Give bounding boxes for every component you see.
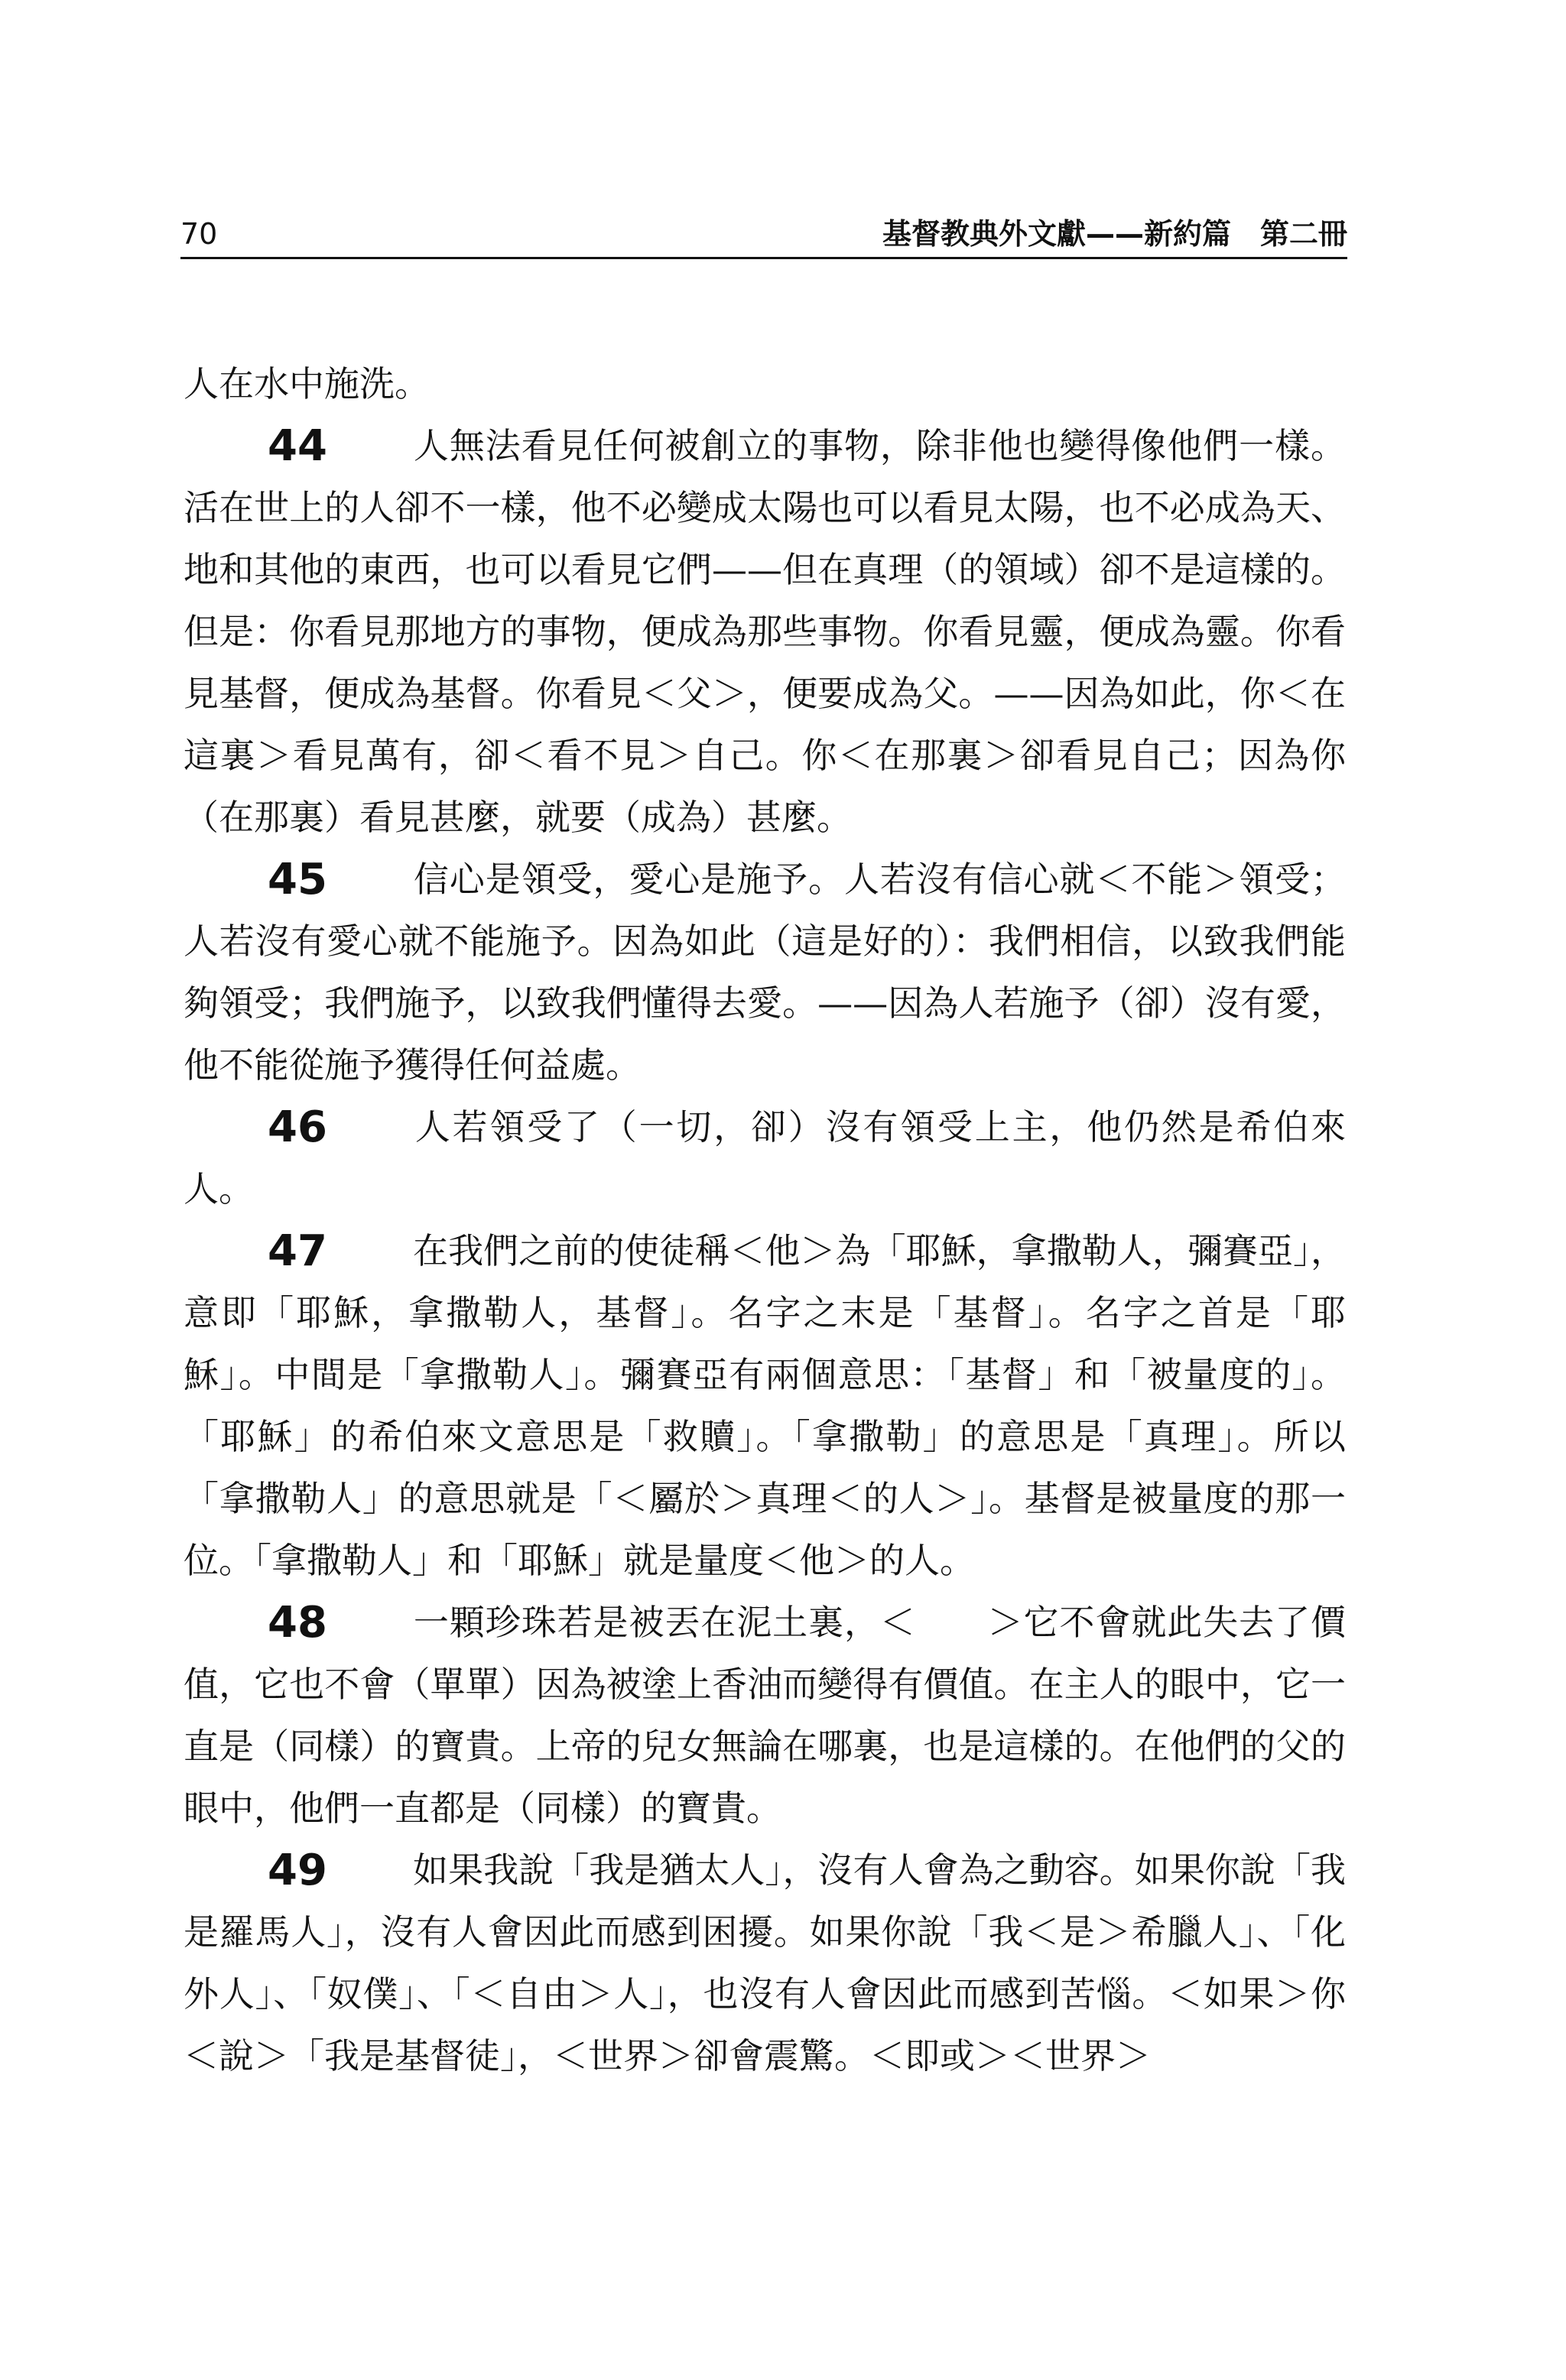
running-title: 基督教典外文獻——新約篇 第二冊 [882,217,1347,251]
section-number: 48 [268,1598,327,1648]
section-48 [184,1592,1346,1839]
header-rule [180,257,1347,259]
page-number: 70 [180,217,218,251]
continued-paragraph: 人在水中施洗。 [184,363,430,404]
section-text: 一顆珍珠若是被丟在泥土裏，＜ ＞它不會就此失去了價值，它也不會（單單）因為被塗上香油而變得有價值。在主人的眼中，它一直是（同樣）的寶貴。上帝的兒女無論在哪裏，也是這樣的。在他們的父的眼中，他們一直都是（同樣）的寶貴。 [184,1602,1346,1829]
section-text: 人無法看見任何被創立的事物，除非他也變得像他們一樣。活在世上的人卻不一樣，他不必變成太陽也可以看見太陽，也不必成為天、地和其他的東西，也可以看見它們——但在真理（的領域）卻不是這樣的。但是：你看見那地方的事物，便成為那些事物。你看見靈，便成為靈。你看見基督，便成為基督。你看見＜父＞，便要成為父。——因為如此，你＜在這裏＞看見萬有，卻＜看不見＞自己。你＜在那裏＞卻看見自己；因為你（在那裏）看見甚麼，就要（成為）甚麼。 [184,425,1346,838]
section-text: 信心是領受，愛心是施予。人若沒有信心就＜不能＞領受；人若沒有愛心就不能施予。因為如此（這是好的）：我們相信，以致我們能夠領受；我們施予，以致我們懂得去愛。——因為人若施予（卻）沒有愛，他不能從施予獲得任何益處。 [184,859,1346,1086]
page-header [180,211,1347,257]
section-number: 47 [268,1226,327,1276]
section-number: 44 [268,421,327,471]
page-body [184,353,1346,2087]
section-number: 49 [268,1846,327,1895]
section-number: 46 [268,1102,327,1152]
section-44 [184,415,1346,849]
section-46 [184,1096,1346,1220]
section-text: 人若領受了（一切，卻）沒有領受上主，他仍然是希伯來人。 [184,1106,1346,1209]
section-49 [184,1839,1346,2087]
section-number: 45 [268,855,327,904]
section-45 [184,849,1346,1096]
section-text: 如果我說「我是猶太人」，沒有人會為之動容。如果你說「我是羅馬人」，沒有人會因此而感到困擾。如果你說「我＜是＞希臘人」、「化外人」、「奴僕」、「＜自由＞人」，也沒有人會因此而感到苦惱。＜如果＞你＜說＞「我是基督徒」，＜世界＞卻會震驚。＜即或＞＜世界＞ [184,1849,1346,2076]
section-text: 在我們之前的使徒稱＜他＞為「耶穌，拿撒勒人，彌賽亞」，意即「耶穌，拿撒勒人，基督」。名字之末是「基督」。名字之首是「耶穌」。中間是「拿撒勒人」。彌賽亞有兩個意思：「基督」和「被量度的」。「耶穌」的希伯來文意思是「救贖」。「拿撒勒」的意思是「真理」。所以「拿撒勒人」的意思就是「＜屬於＞真理＜的人＞」。基督是被量度的那一位。「拿撒勒人」和「耶穌」就是量度＜他＞的人。 [184,1230,1346,1581]
section-47 [184,1220,1346,1592]
